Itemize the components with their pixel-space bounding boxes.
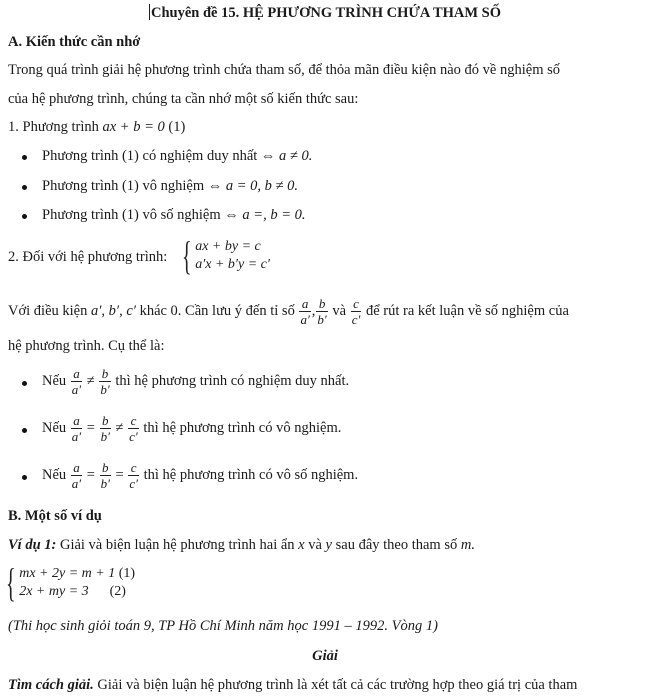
bullet-dot xyxy=(22,185,27,190)
section-b-heading: B. Một số ví dụ xyxy=(8,508,102,524)
item-1 xyxy=(8,119,642,136)
bullet-infinite: Phương trình (1) vô số nghiệm ⇔ a =, b = 0. xyxy=(42,207,306,223)
intro-line-2: của hệ phương trình, chúng ta cần nhớ một số kiến thức sau: xyxy=(8,91,359,107)
equation-system-general xyxy=(182,233,270,278)
brace-symbol: { xyxy=(6,560,16,605)
fraction-b: $\frac{b}{b'}$ xyxy=(317,296,327,327)
solution-heading: Giải xyxy=(312,648,338,664)
example-1-label: Ví dụ 1: xyxy=(8,537,57,553)
approach-label: Tìm cách giải. xyxy=(8,677,94,693)
page-title: Chuyên đề 15. HỆ PHƯƠNG TRÌNH CHỨA THAM SỐ xyxy=(150,5,502,21)
example-eq-2: 2x + my = 3 (2) xyxy=(19,584,126,599)
item-1-label: 1. Phương trình xyxy=(8,119,99,135)
bullet-dot xyxy=(22,475,27,480)
condition-line: Với điều kiện a′, b′, c′ khác 0. Cần lưu ý đến tỉ số $\frac{a}{a'}$ , $\frac{b}{b'}$ và $\frac{c}{c'}$ để rút ra kết luận về số nghiệm của xyxy=(8,296,569,327)
item-1-number: (1) xyxy=(168,119,186,135)
item-2-label: 2. Đối với hệ phương trình: xyxy=(8,249,168,265)
brace-symbol: { xyxy=(182,233,192,278)
text-cursor xyxy=(149,4,150,20)
example-1: Ví dụ 1: Giải và biện luận hệ phương trình hai ẩn x và y sau đây theo tham số m. xyxy=(8,537,475,553)
bullet-dot xyxy=(22,381,27,386)
bullet-dot xyxy=(22,214,27,219)
intro-line-1: Trong quá trình giải hệ phương trình chứa tham số, để thỏa mãn điều kiện nào đó về nghiệm số xyxy=(8,62,561,78)
case-none: Nếu $\frac{a}{a'}$ = $\frac{b}{b'}$ ≠ $\frac{c}{c'}$ thì hệ phương trình có vô nghiệm. xyxy=(42,413,342,444)
bullet-dot xyxy=(22,155,27,160)
system-eq-1: ax + by = c xyxy=(195,239,261,254)
fraction-a: $\frac{a}{a'}$ xyxy=(300,296,310,327)
bullet-dot xyxy=(22,428,27,433)
approach-line: Tìm cách giải. Giải và biện luận hệ phương trình là xét tất cả các trường hợp theo giá trị của tham xyxy=(8,677,578,693)
system-eq-2: a′x + b′y = c′ xyxy=(195,257,270,272)
section-a-heading: A. Kiến thức cần nhớ xyxy=(8,34,141,50)
example-eq-1: mx + 2y = m + 1 (1) xyxy=(19,566,136,581)
example-source: (Thi học sinh giỏi toán 9, TP Hồ Chí Minh năm học 1991 – 1992. Vòng 1) xyxy=(8,618,438,634)
example-1-system xyxy=(6,560,136,605)
bullet-none: Phương trình (1) vô nghiệm ⇔ a = 0, b ≠ 0. xyxy=(42,178,299,194)
case-infinite: Nếu $\frac{a}{a'}$ = $\frac{b}{b'}$ = $\frac{c}{c'}$ thì hệ phương trình có vô số nghiệm. xyxy=(42,460,359,491)
case-unique: Nếu $\frac{a}{a'}$ ≠ $\frac{b}{b'}$ thì hệ phương trình có nghiệm duy nhất. xyxy=(42,366,350,397)
bullet-unique: Phương trình (1) có nghiệm duy nhất ⇔ a ≠ 0. xyxy=(42,148,313,164)
condition-line-2: hệ phương trình. Cụ thể là: xyxy=(8,338,165,354)
fraction-c: $\frac{c}{c'}$ xyxy=(351,296,361,327)
item-1-equation: ax + b = 0 xyxy=(102,119,165,135)
